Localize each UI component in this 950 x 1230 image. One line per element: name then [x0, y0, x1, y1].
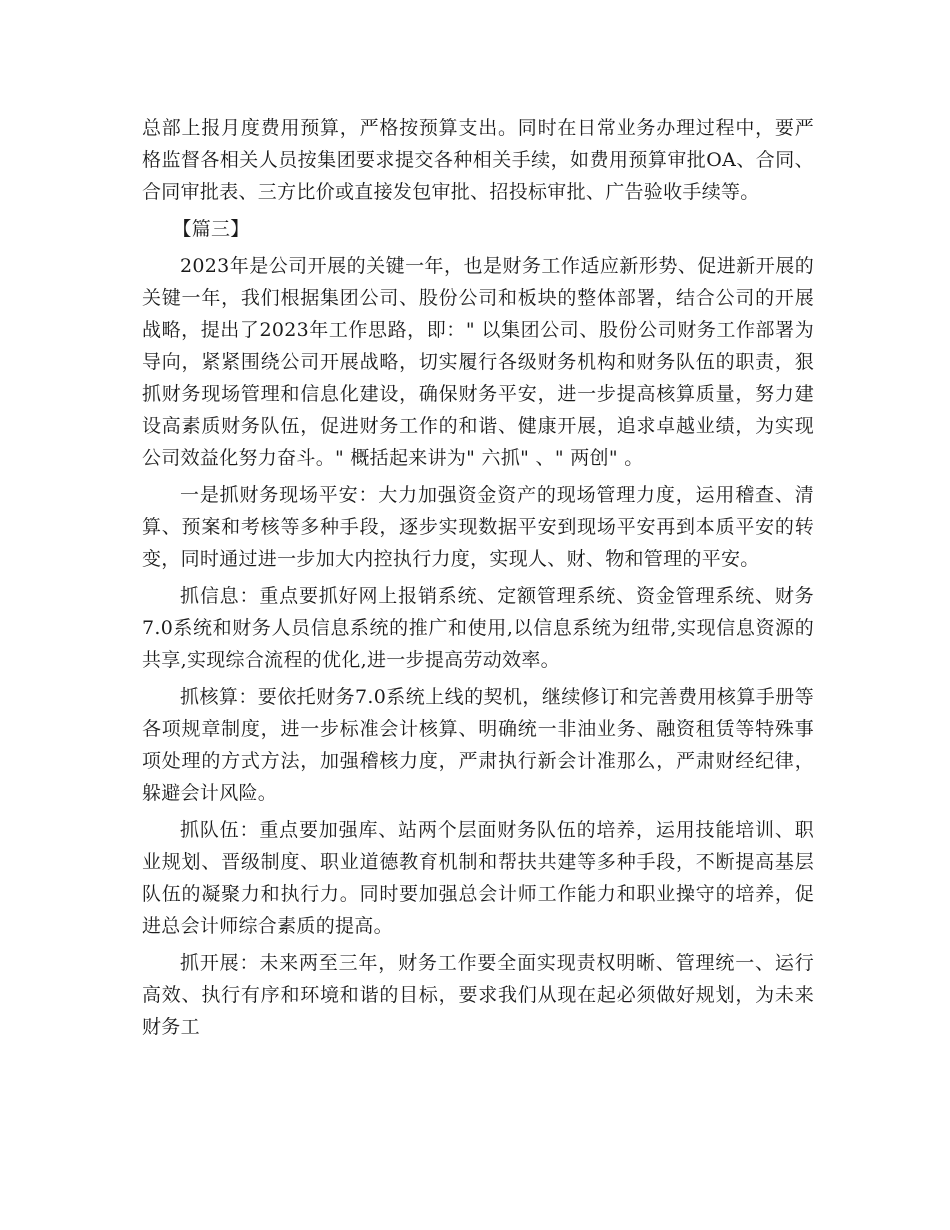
paragraph-accounting: 抓核算：要依托财务7.0系统上线的契机，继续修订和完善费用核算手册等各项规章制度，进一步标准会计核算、明确统一非油业务、融资租赁等特殊事项处理的方式方法，加强稽核力度，严肃执行新会计准那么，严肃财经纪律，躲避会计风险。: [142, 686, 814, 804]
paragraph-budget-procedures: 总部上报月度费用预算，严格按预算支出。同时在日常业务办理过程中，要严格监督各相关人员按集团要求提交各种相关手续，如费用预算审批OA、合同、合同审批表、三方比价或直接发包审批、招投标审批、广告验收手续等。: [142, 117, 814, 203]
paragraph-financial-site-safety: 一是抓财务现场平安：大力加强资金资产的现场管理力度，运用稽查、清算、预案和考核等多种手段，逐步实现数据平安到现场平安再到本质平安的转变，同时通过进一步加大内控执行力度，实现人、财、物和管理的平安。: [142, 484, 814, 570]
paragraph-information-systems: 抓信息：重点要抓好网上报销系统、定额管理系统、资金管理系统、财务7.0系统和财务人员信息系统的推广和使用,以信息系统为纽带,实现信息资源的共享,实现综合流程的优化,进一步提高劳动效率。: [142, 585, 814, 671]
document-body: [142, 112, 814, 1048]
paragraph-development: 抓开展：未来两至三年，财务工作要全面实现责权明晰、管理统一、运行高效、执行有序和环境和谐的目标，要求我们从现在起必须做好规划，为未来财务工: [142, 952, 814, 1038]
paragraph-team-building: 抓队伍：重点要加强库、站两个层面财务队伍的培养，运用技能培训、职业规划、晋级制度、职业道德教育机制和帮扶共建等多种手段，不断提高基层队伍的凝聚力和执行力。同时要加强总会计师工作能力和职业操守的培养，促进总会计师综合素质的提高。: [142, 819, 814, 937]
section-heading-part-three: 【篇三】: [172, 218, 250, 240]
paragraph-annual-strategy: 2023年是公司开展的关键一年，也是财务工作适应新形势、促进新开展的关键一年，我们根据集团公司、股份公司和板块的整体部署，结合公司的开展战略，提出了2023年工作思路，即：" 以集团公司、股份公司财务工作部署为导向，紧紧围绕公司开展战略，切实履行各级财务机构和财务队伍的职责，狠抓财务现场管理和信息化建设，确保财务平安，进一步提高核算质量，努力建设高素质财务队伍，促进财务工作的和谐、健康开展，追求卓越业绩，为实现公司效益化努力奋斗。" 概括起来讲为" 六抓" 、" 两创" 。: [142, 255, 814, 469]
